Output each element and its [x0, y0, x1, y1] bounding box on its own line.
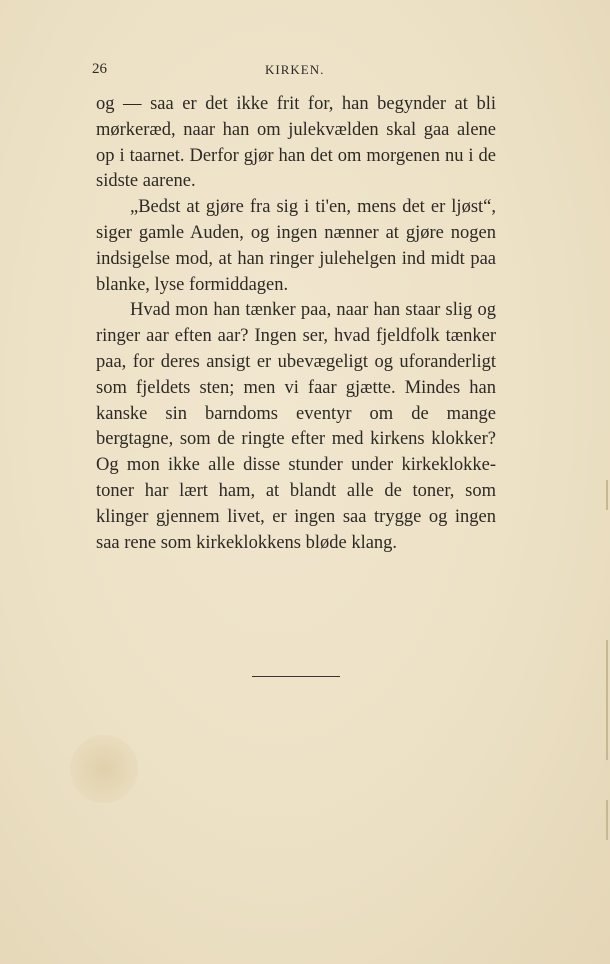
page-number: 26 [92, 61, 107, 77]
running-head: KIRKEN. [265, 62, 325, 77]
paragraph: „Bedst at gjøre fra sig i ti'en, mens det er ljøst“, siger gamle Auden, og ingen nænner at gjøre nogen indsigelse mod, at han ringer julehelgen ind midt paa blanke, lyse formiddagen. [96, 197, 496, 295]
edge-mark [606, 800, 608, 840]
paper-stain [70, 735, 138, 803]
paragraph: Hvad mon han tænker paa, naar han staar slig og ringer aar eften aar? Ingen ser, hvad fjeldfolk tænker paa, for deres ansigt er ubevægeligt og uforanderligt som fjeldets sten; men vi faar gjætte. Mindes han kanske sin barndoms eventyr om de mange bergtagne, som de ringte efter med kirkens klokker? Og mon ikke alle disse stunder under kirkeklokke-toner har lært ham, at blandt alle de toner, som klinger gjennem livet, er ingen saa trygge og ingen saa rene som kirkeklokkens bløde klang. [96, 300, 496, 553]
paragraph: og — saa er det ikke frit for, han begynder at bli mørkeræd, naar han om julekvælden skal gaa alene op i taarnet. Derfor gjør han det om morgenen nu i de sidste aarene. [96, 94, 496, 192]
edge-mark [606, 480, 608, 510]
body-text [96, 92, 496, 556]
section-divider [252, 676, 340, 677]
edge-mark [606, 640, 608, 760]
page-header [0, 61, 610, 81]
